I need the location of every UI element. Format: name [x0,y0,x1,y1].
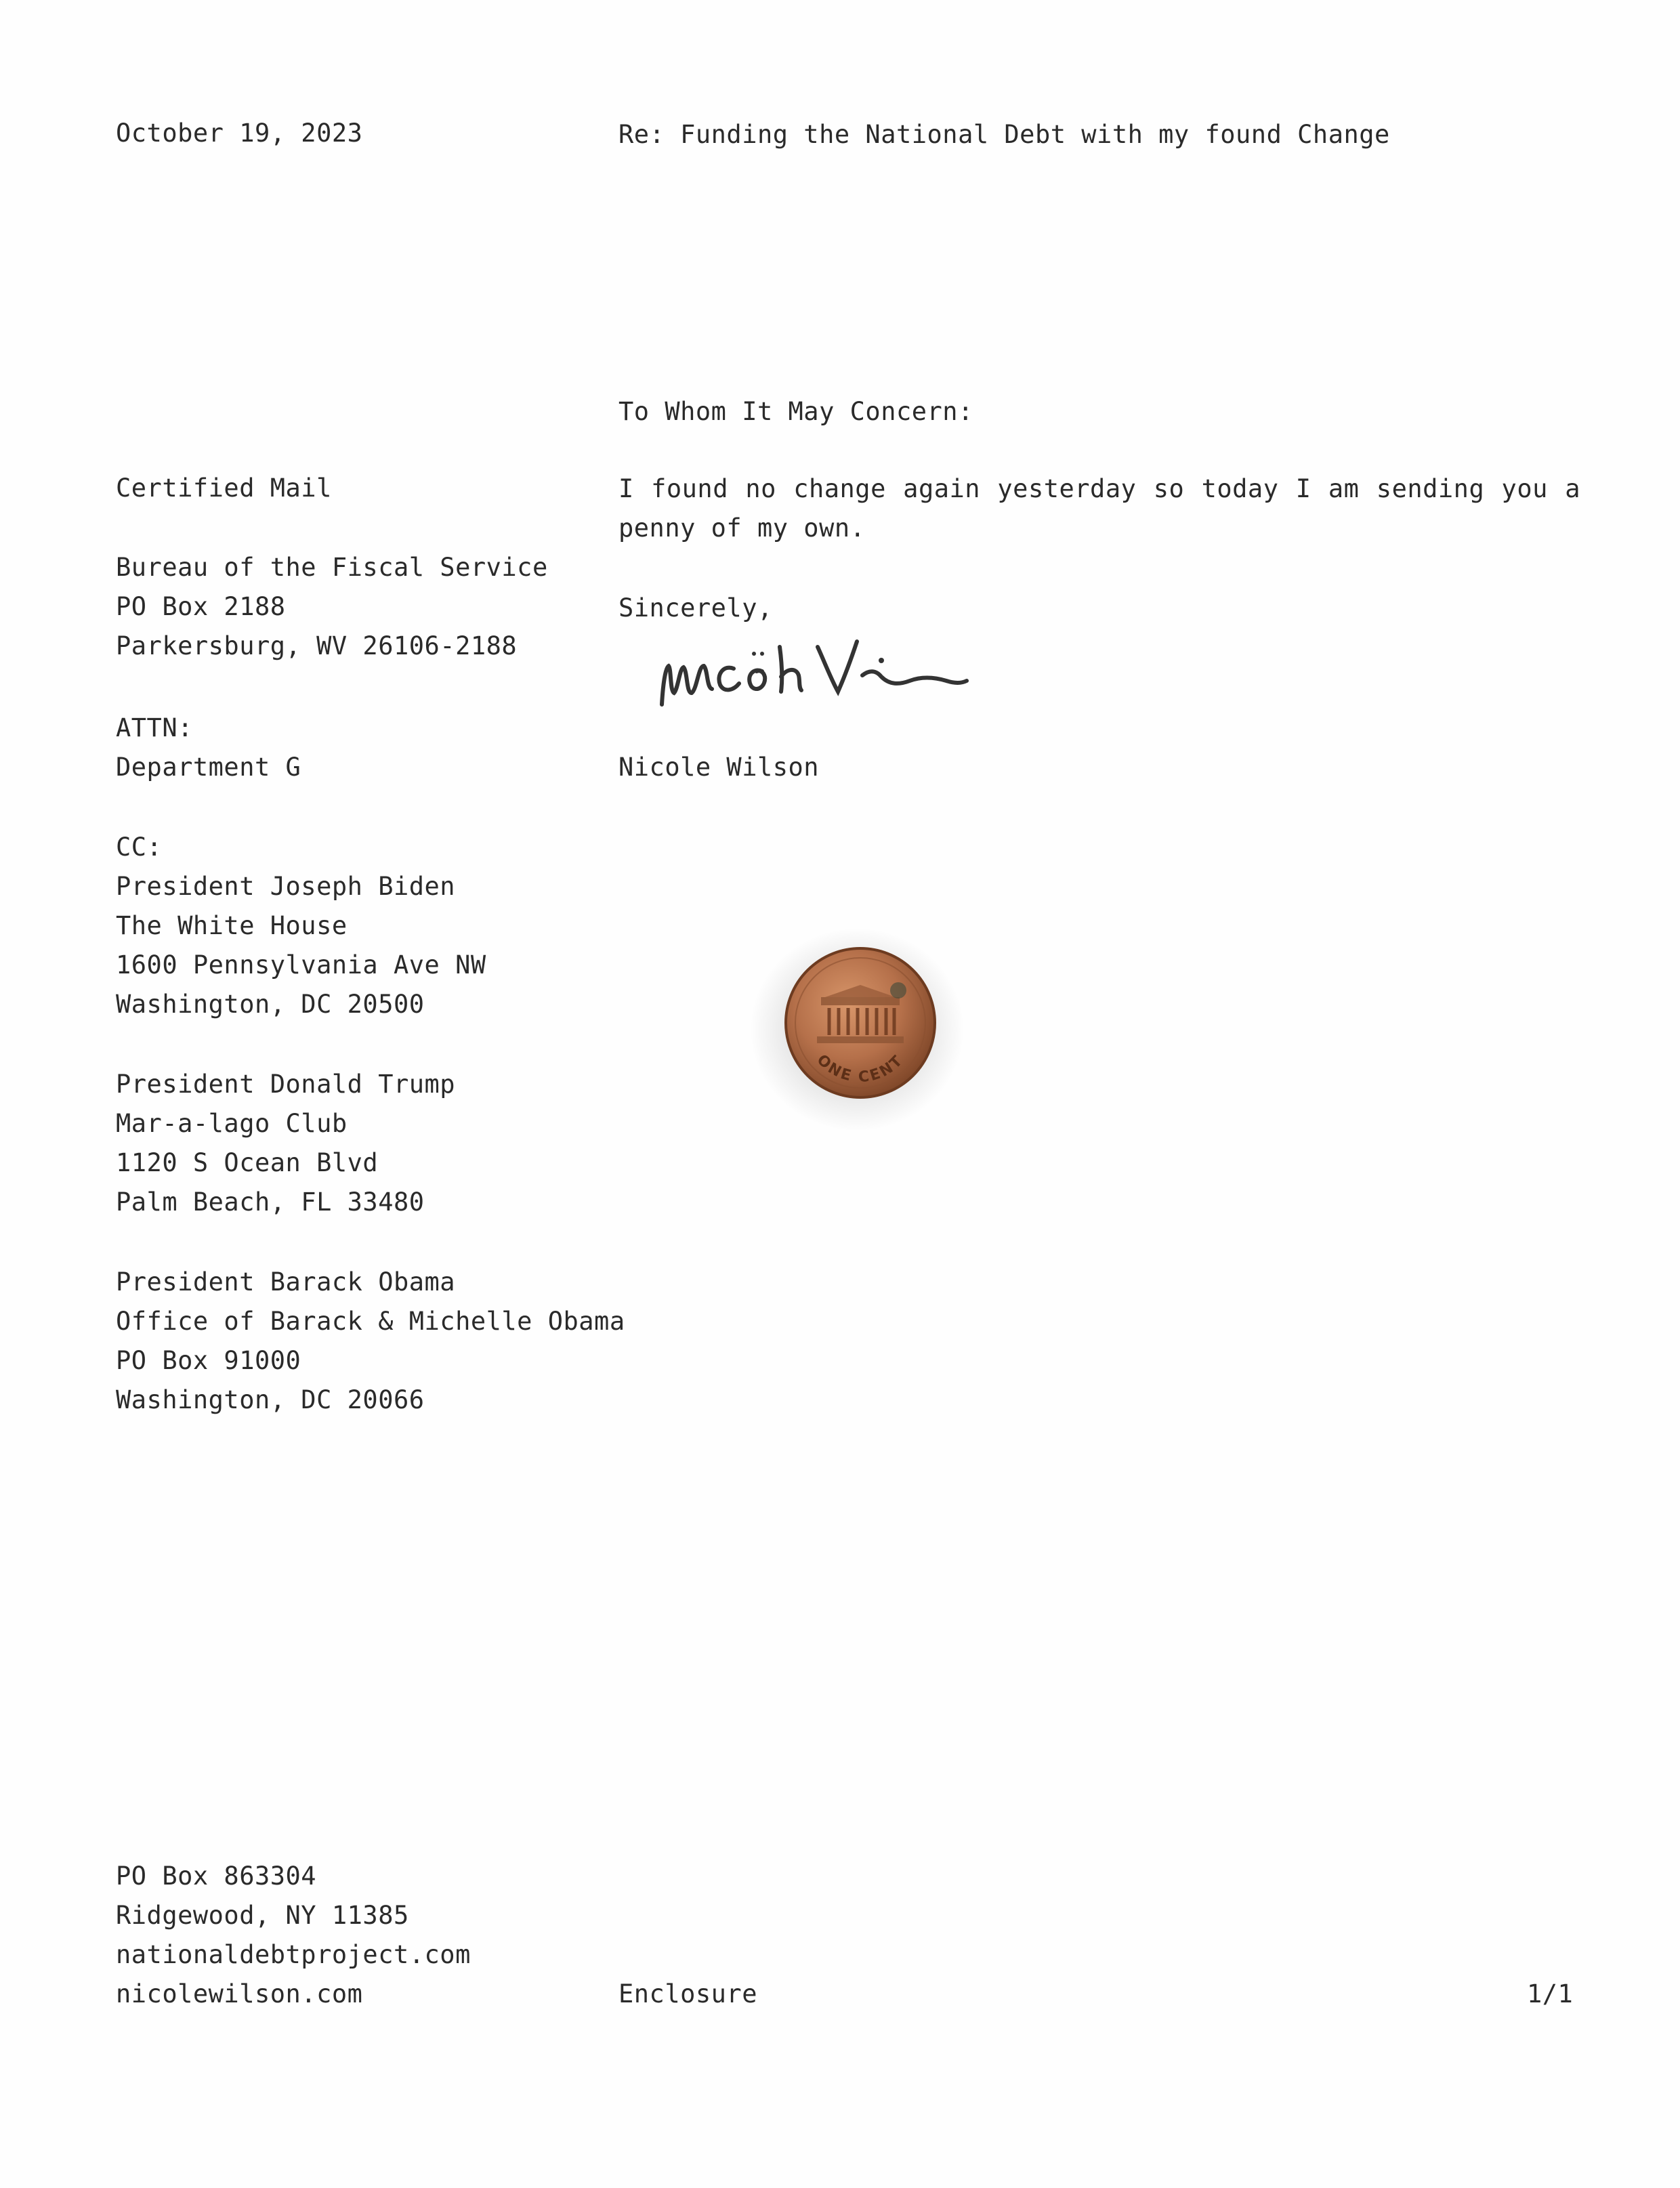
cc-line: The White House [116,911,348,940]
handwritten-signature [654,627,979,715]
letter-subject: Re: Funding the National Debt with my found Change [618,120,1390,149]
delivery-method: Certified Mail [116,474,332,503]
cc-line: 1600 Pennsylvania Ave NW [116,950,486,980]
salutation: To Whom It May Concern: [618,397,973,426]
cc-line: Palm Beach, FL 33480 [116,1187,425,1217]
sender-line: PO Box 863304 [116,1861,317,1891]
cc-label: CC: [116,833,163,862]
penny-coin-image [745,914,975,1145]
recipient-address [116,548,548,666]
page-number: 1/1 [1527,1979,1574,2008]
closing: Sincerely, [618,593,773,623]
cc-recipient [116,1065,455,1222]
cc-recipient [116,1263,625,1420]
signer-name: Nicole Wilson [618,753,820,782]
cc-line: Washington, DC 20066 [116,1385,425,1414]
enclosure-label: Enclosure [618,1979,757,2008]
cc-line: President Joseph Biden [116,872,456,901]
sender-address [116,1857,471,2014]
address-line: Parkersburg, WV 26106-2188 [116,631,518,660]
sender-website: nicolewilson.com [116,1979,363,2008]
sender-website: nationaldebtproject.com [116,1940,471,1969]
attention-block [116,709,301,787]
cc-line: President Donald Trump [116,1070,456,1099]
cc-line: PO Box 91000 [116,1346,301,1375]
cc-line: Washington, DC 20500 [116,990,425,1019]
cc-line: Office of Barack & Michelle Obama [116,1307,625,1336]
sender-line: Ridgewood, NY 11385 [116,1901,409,1930]
cc-line: 1120 S Ocean Blvd [116,1148,379,1177]
cc-line: Mar-a-lago Club [116,1109,348,1138]
letter-date: October 19, 2023 [116,119,363,148]
letter-body: I found no change again yesterday so today I am sending you a penny of my own. [618,474,1580,543]
penny-inscription: ONE CENT [813,1051,908,1087]
cc-block [116,828,486,1024]
address-line: Bureau of the Fiscal Service [116,553,548,582]
attn-value: Department G [116,753,301,782]
cc-line: President Barack Obama [116,1267,456,1297]
address-line: PO Box 2188 [116,592,286,621]
attn-label: ATTN: [116,713,193,742]
